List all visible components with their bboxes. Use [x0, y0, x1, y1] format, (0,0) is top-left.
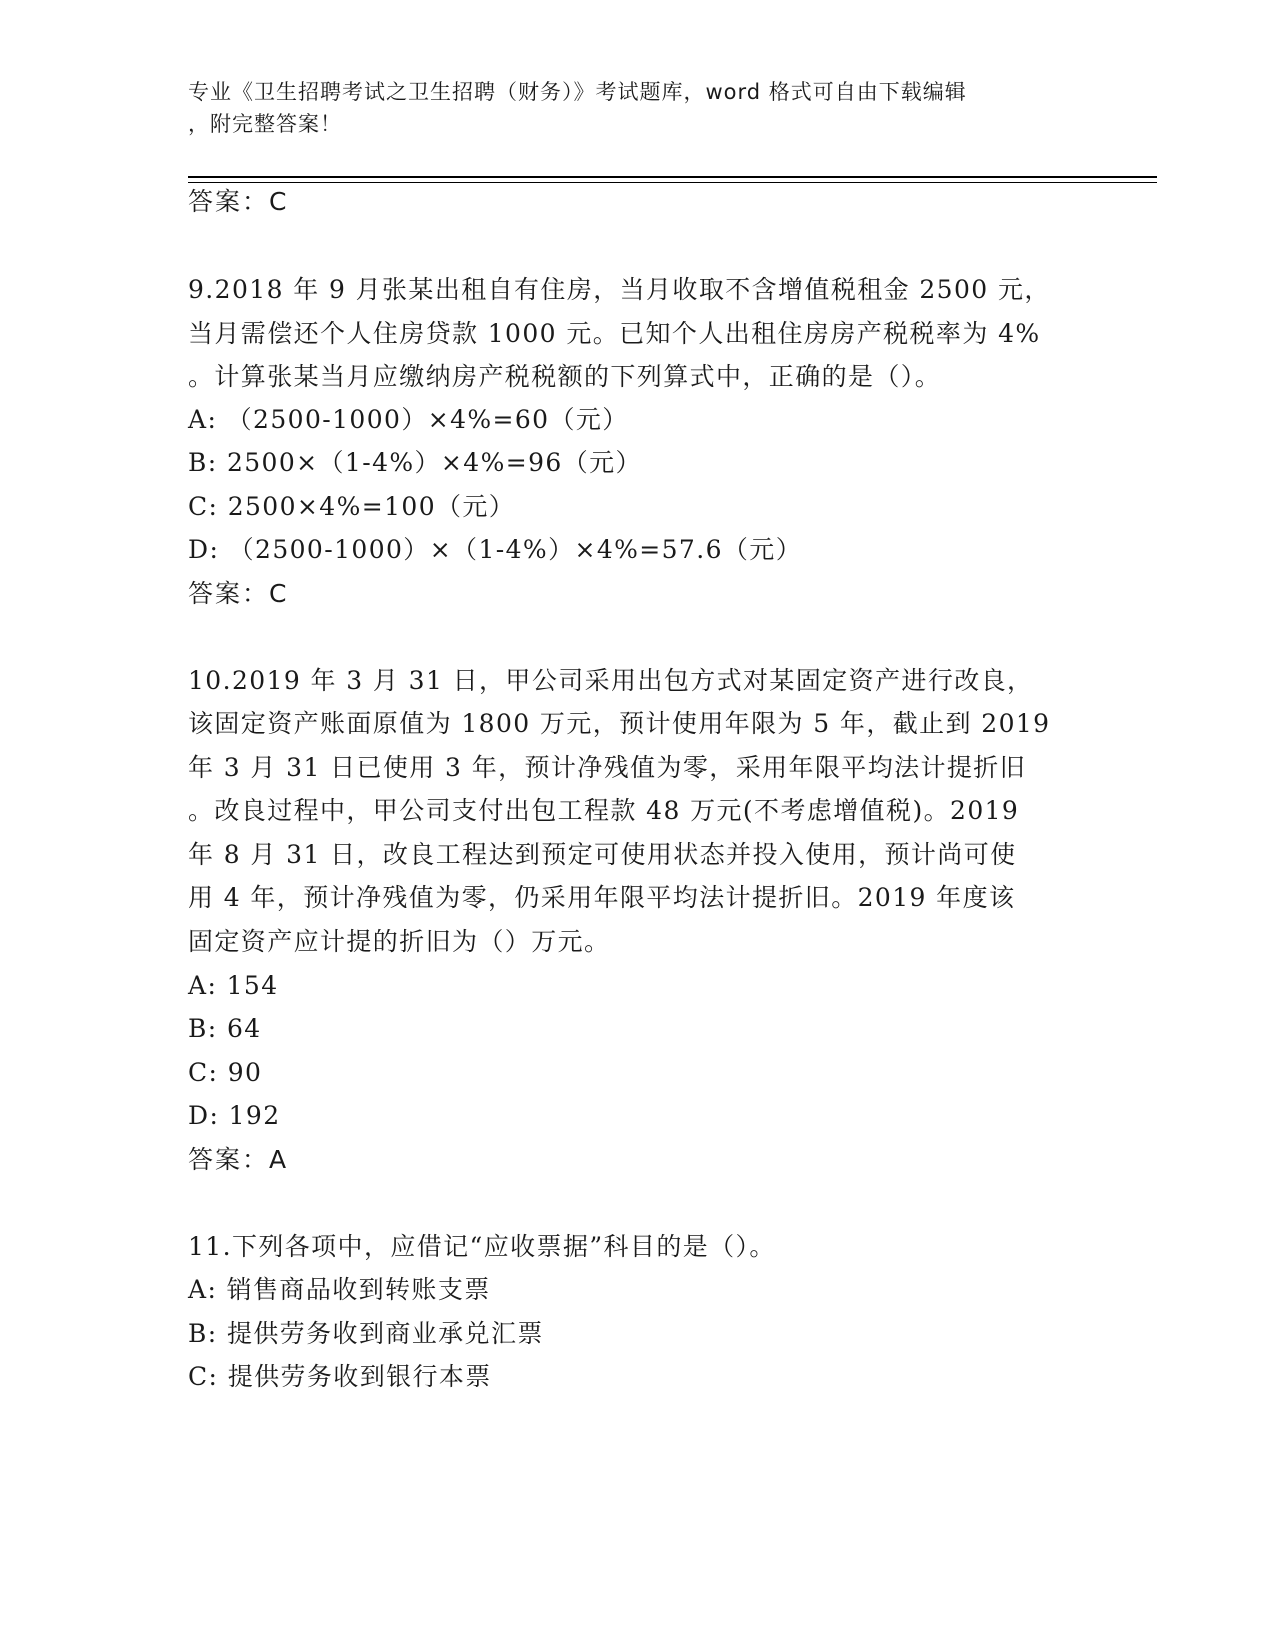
question-text: 。计算张某当月应缴纳房产税税额的下列算式中，正确的是（）。: [188, 362, 942, 391]
header-line-1: 专业《卫生招聘考试之卫生招聘（财务）》考试题库，word 格式可自由下载编辑: [188, 80, 967, 104]
option-c: C: 提供劳务收到银行本票: [188, 1362, 492, 1391]
question-text: 年 8 月 31 日，改良工程达到预定可使用状态并投入使用，预计尚可使: [188, 840, 1017, 869]
option-a: A: （2500-1000）×4%=60（元）: [188, 405, 629, 434]
header-divider-thin: [188, 182, 1157, 183]
question-text: 该固定资产账面原值为 1800 万元，预计使用年限为 5 年，截止到 2019: [188, 709, 1051, 738]
page-header: [188, 76, 1088, 140]
option-b: B: 提供劳务收到商业承兑汇票: [188, 1319, 544, 1348]
answer-line: 答案：A: [188, 1145, 289, 1174]
option-a: A: 154: [188, 971, 279, 1000]
question-text: 固定资产应计提的折旧为（）万元。: [188, 927, 611, 956]
header-line-2: ，附完整答案！: [188, 112, 342, 136]
option-d: D: （2500-1000）×（1-4%）×4%=57.6（元）: [188, 535, 803, 564]
question-text: 11.下列各项中，应借记“应收票据”科目的是（）。: [188, 1232, 776, 1261]
question-text: 。改良过程中，甲公司支付出包工程款 48 万元(不考虑增值税)。2019: [188, 796, 1020, 825]
option-c: C: 90: [188, 1058, 263, 1087]
answer-line: 答案：C: [188, 579, 289, 608]
question-text: 10.2019 年 3 月 31 日，甲公司采用出包方式对某固定资产进行改良，: [188, 666, 1034, 695]
question-text: 当月需偿还个人住房贷款 1000 元。已知个人出租住房房产税税率为 4%: [188, 319, 1041, 348]
question-text: 用 4 年，预计净残值为零，仍采用年限平均法计提折旧。2019 年度该: [188, 883, 1016, 912]
option-d: D: 192: [188, 1101, 281, 1130]
option-b: B: 64: [188, 1014, 262, 1043]
option-b: B: 2500×（1-4%）×4%=96（元）: [188, 448, 642, 477]
answer-line: 答案：C: [188, 187, 289, 216]
header-divider: [188, 176, 1157, 178]
option-c: C: 2500×4%=100（元）: [188, 492, 516, 521]
question-text: 9.2018 年 9 月张某出租自有住房，当月收取不含增值税租金 2500 元，: [188, 275, 1051, 304]
option-a: A: 销售商品收到转账支票: [188, 1275, 491, 1304]
question-text: 年 3 月 31 日已使用 3 年，预计净残值为零，采用年限平均法计提折旧: [188, 753, 1027, 782]
